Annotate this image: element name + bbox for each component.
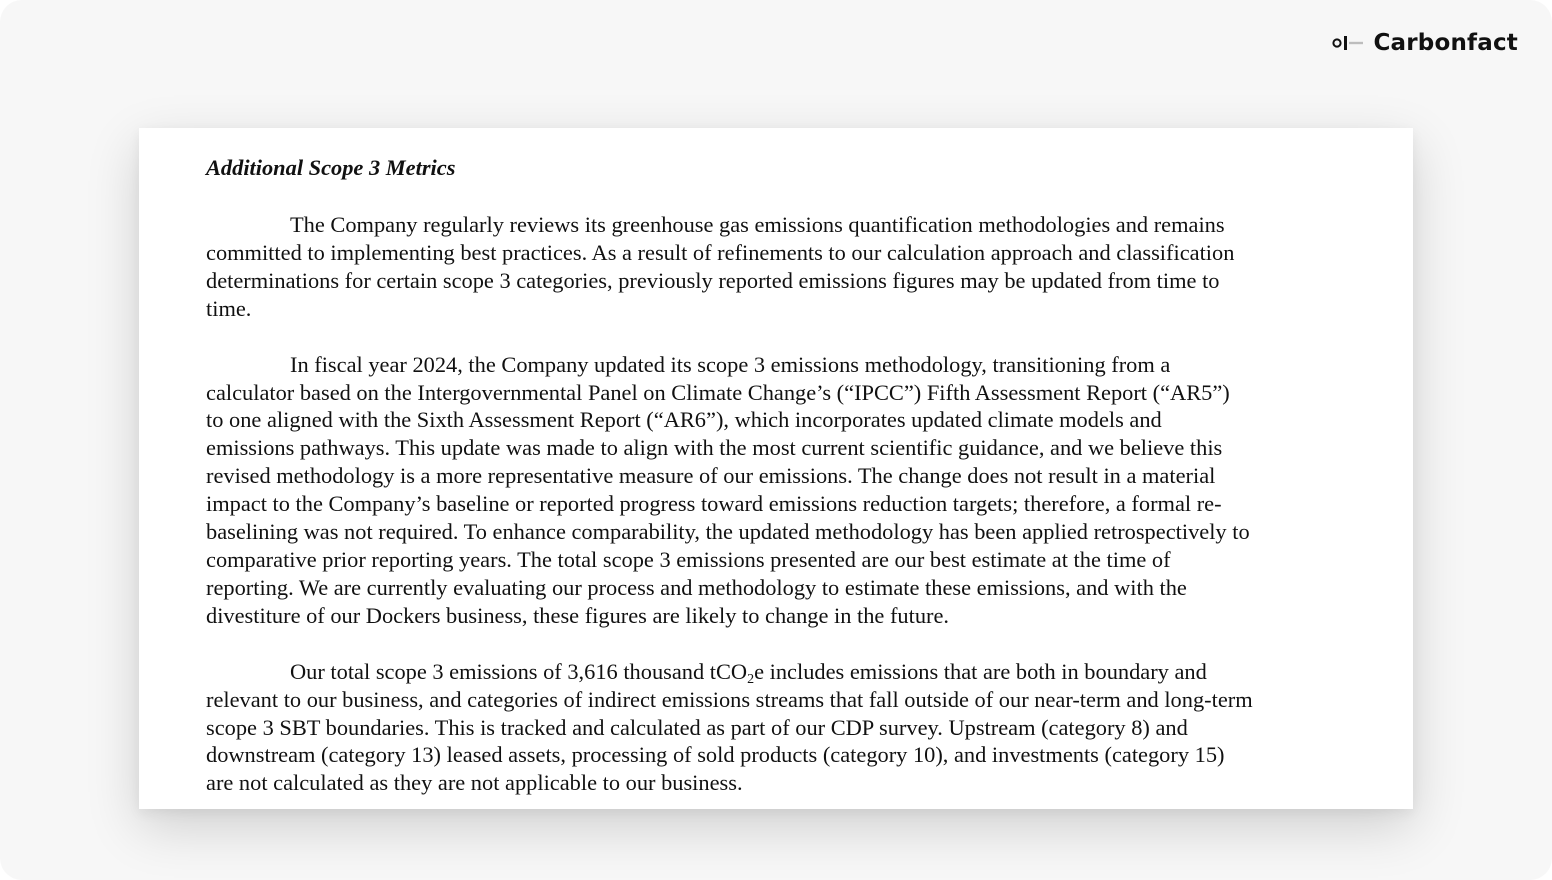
paragraph-fiscal-2024-update <box>206 351 1316 630</box>
paragraph-total-scope3 <box>206 658 1316 798</box>
paragraph-line: determinations for certain scope 3 categories, previously reported emissions figures may be updated from time to <box>206 267 1220 293</box>
carbonfact-logo-icon <box>1331 28 1365 58</box>
paragraph-line: time. <box>206 295 252 321</box>
brand-name: Carbonfact <box>1373 30 1518 56</box>
brand-logo <box>1331 28 1518 58</box>
paragraph-line: downstream (category 13) leased assets, processing of sold products (category 10), and investments (category 15) <box>206 742 1225 768</box>
text-segment: e includes emissions that are both in boundary and <box>754 658 1207 684</box>
paragraph-line: impact to the Company’s baseline or reported progress toward emissions reduction targets; therefore, a formal re- <box>206 491 1222 517</box>
document-body <box>206 154 1316 809</box>
paragraph-line: In fiscal year 2024, the Company updated its scope 3 emissions methodology, transitioning from a <box>290 351 1171 377</box>
paragraph-line: The Company regularly reviews its greenhouse gas emissions quantification methodologies and remains <box>290 212 1225 237</box>
document-page <box>139 128 1413 809</box>
paragraph-line: calculator based on the Intergovernmental Panel on Climate Change’s (“IPCC”) Fifth Assessment Report (“AR5”) <box>206 379 1230 405</box>
paragraph-line: to one aligned with the Sixth Assessment Report (“AR6”), which incorporates updated climate models and <box>206 407 1162 433</box>
paragraph-line: committed to implementing best practices. As a result of refinements to our calculation approach and classification <box>206 239 1235 265</box>
paragraph-methodology-review <box>206 211 1316 323</box>
paragraph-line: baselining was not required. To enhance comparability, the updated methodology has been applied retrospectively to <box>206 519 1250 545</box>
document-heading: Additional Scope 3 Metrics <box>206 155 456 180</box>
paragraph-line: emissions pathways. This update was made to align with the most current scientific guidance, and we believe this <box>206 435 1223 461</box>
paragraph-line: revised methodology is a more representative measure of our emissions. The change does not result in a material <box>206 463 1216 489</box>
paragraph-line: are not calculated as they are not applicable to our business. <box>206 770 743 796</box>
paragraph-line: reporting. We are currently evaluating our process and methodology to estimate these emissions, and with the <box>206 574 1187 600</box>
paragraph-line: divestiture of our Dockers business, these figures are likely to change in the future. <box>206 602 950 628</box>
subscript-2: 2 <box>747 671 755 687</box>
paragraph-line: relevant to our business, and categories of indirect emissions streams that fall outside of our near-term and long-term <box>206 686 1253 712</box>
paragraph-line: comparative prior reporting years. The total scope 3 emissions presented are our best estimate at the time of <box>206 546 1171 572</box>
text-segment: Our total scope 3 emissions of 3,616 thousand tCO <box>290 658 748 684</box>
paragraph-line-with-subscript <box>206 658 1316 686</box>
paragraph-line: scope 3 SBT boundaries. This is tracked and calculated as part of our CDP survey. Upstream (category 8) and <box>206 714 1188 740</box>
